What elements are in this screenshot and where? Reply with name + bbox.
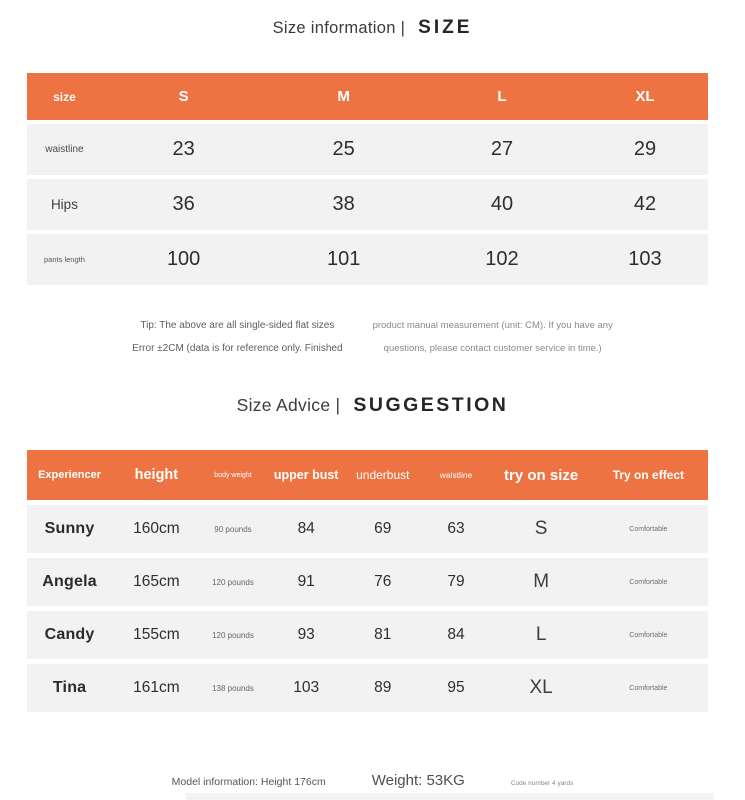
size-table — [27, 73, 708, 285]
upper-bust-cell: 103 — [293, 679, 320, 696]
size-value-cell: 103 — [628, 248, 662, 270]
size-col-header-s: S — [178, 88, 189, 105]
try-on-size-cell: XL — [529, 677, 553, 698]
size-section-title — [0, 17, 745, 39]
tip-line: questions, please contact customer service in time.) — [383, 343, 602, 354]
row-label: pants length — [44, 255, 85, 264]
advice-title-label: Size Advice | — [236, 395, 341, 415]
experiencer-name: Sunny — [44, 520, 95, 537]
size-value-cell: 29 — [633, 138, 657, 160]
try-on-effect-cell: Comfortable — [629, 684, 668, 692]
size-value-cell: 42 — [633, 193, 657, 215]
size-col-header-xl: XL — [635, 88, 655, 105]
model-info-text: Model information: Height 176cm — [162, 772, 336, 792]
size-value-cell: 36 — [172, 193, 195, 215]
try-on-effect-cell: Comfortable — [629, 578, 668, 586]
measurement-tip — [0, 314, 745, 360]
waistline-cell: 95 — [447, 679, 465, 696]
advice-header-try-on-effect: Try on effect — [612, 468, 685, 482]
upper-bust-cell: 93 — [297, 626, 315, 643]
size-value-cell: 101 — [326, 248, 361, 270]
size-row-pants-length — [27, 234, 708, 285]
size-value-cell: 38 — [332, 193, 355, 215]
body-weight-cell: 90 pounds — [214, 524, 252, 534]
height-cell: 155cm — [133, 626, 180, 643]
tip-line: Error ±2CM (data is for reference only. Finished — [132, 343, 343, 354]
underbust-cell: 81 — [374, 626, 392, 643]
experiencer-name: Angela — [42, 573, 97, 590]
size-value-cell: 23 — [172, 138, 195, 160]
advice-header-underbust: underbust — [356, 468, 410, 482]
advice-title-en: SUGGESTION — [353, 394, 509, 416]
tip-right-column — [373, 314, 613, 360]
advice-table-header-row — [27, 450, 708, 500]
try-on-size-cell: S — [534, 518, 548, 539]
height-cell: 161cm — [133, 679, 180, 696]
advice-header-height: height — [134, 467, 179, 483]
body-weight-cell: 138 pounds — [212, 683, 254, 693]
experiencer-name: Candy — [44, 626, 95, 643]
body-weight-cell: 120 pounds — [212, 577, 254, 587]
size-table-header-row — [27, 73, 708, 120]
advice-header-try-on-size: try on size — [504, 466, 579, 484]
model-info-bar — [0, 770, 745, 792]
upper-bust-cell: 84 — [297, 520, 315, 537]
size-value-cell: 25 — [332, 138, 355, 160]
underbust-cell: 69 — [374, 520, 392, 537]
tip-line: Tip: The above are all single-sided flat sizes — [140, 320, 335, 331]
model-weight-text: Weight: 53KG — [362, 770, 475, 791]
size-col-header-m: M — [337, 88, 350, 105]
advice-row-angela — [27, 558, 708, 606]
size-value-cell: 100 — [166, 248, 201, 270]
cropped-next-row — [186, 793, 714, 800]
waistline-cell: 84 — [447, 626, 465, 643]
advice-table — [27, 450, 708, 712]
underbust-cell: 76 — [374, 573, 392, 590]
try-on-effect-cell: Comfortable — [629, 631, 668, 639]
experiencer-name: Tina — [52, 679, 87, 696]
tip-left-column — [132, 314, 342, 360]
advice-row-sunny — [27, 505, 708, 553]
advice-header-waistline: waistline — [439, 470, 473, 480]
model-code-text: Code number 4 yards — [501, 775, 584, 792]
size-col-header-l: L — [497, 88, 507, 105]
size-value-cell: 27 — [490, 138, 514, 160]
try-on-size-cell: M — [533, 571, 550, 592]
try-on-effect-cell: Comfortable — [629, 525, 668, 533]
row-label: Hips — [50, 197, 78, 212]
advice-section-title — [0, 394, 745, 417]
waistline-cell: 79 — [447, 573, 465, 590]
row-label: waistline — [45, 144, 84, 155]
body-weight-cell: 120 pounds — [212, 630, 254, 640]
try-on-size-cell: L — [535, 624, 547, 645]
advice-row-candy — [27, 611, 708, 659]
height-cell: 165cm — [133, 573, 180, 590]
underbust-cell: 89 — [374, 679, 392, 696]
tip-line: product manual measurement (unit: CM). If you have any — [372, 320, 613, 331]
advice-header-experiencer: Experiencer — [38, 469, 102, 481]
size-row-waistline — [27, 124, 708, 175]
size-title-en: SIZE — [418, 17, 473, 38]
waistline-cell: 63 — [447, 520, 465, 537]
height-cell: 160cm — [133, 520, 180, 537]
size-value-cell: 40 — [490, 193, 514, 215]
size-header-label: size — [53, 89, 76, 104]
size-value-cell: 102 — [485, 248, 519, 270]
size-title-label: Size information | — [272, 19, 406, 37]
advice-row-tina — [27, 664, 708, 712]
upper-bust-cell: 91 — [297, 573, 315, 590]
advice-header-body-weight: body weight — [214, 471, 252, 479]
size-row-hips — [27, 179, 708, 230]
advice-header-upper-bust: upper bust — [273, 468, 339, 482]
